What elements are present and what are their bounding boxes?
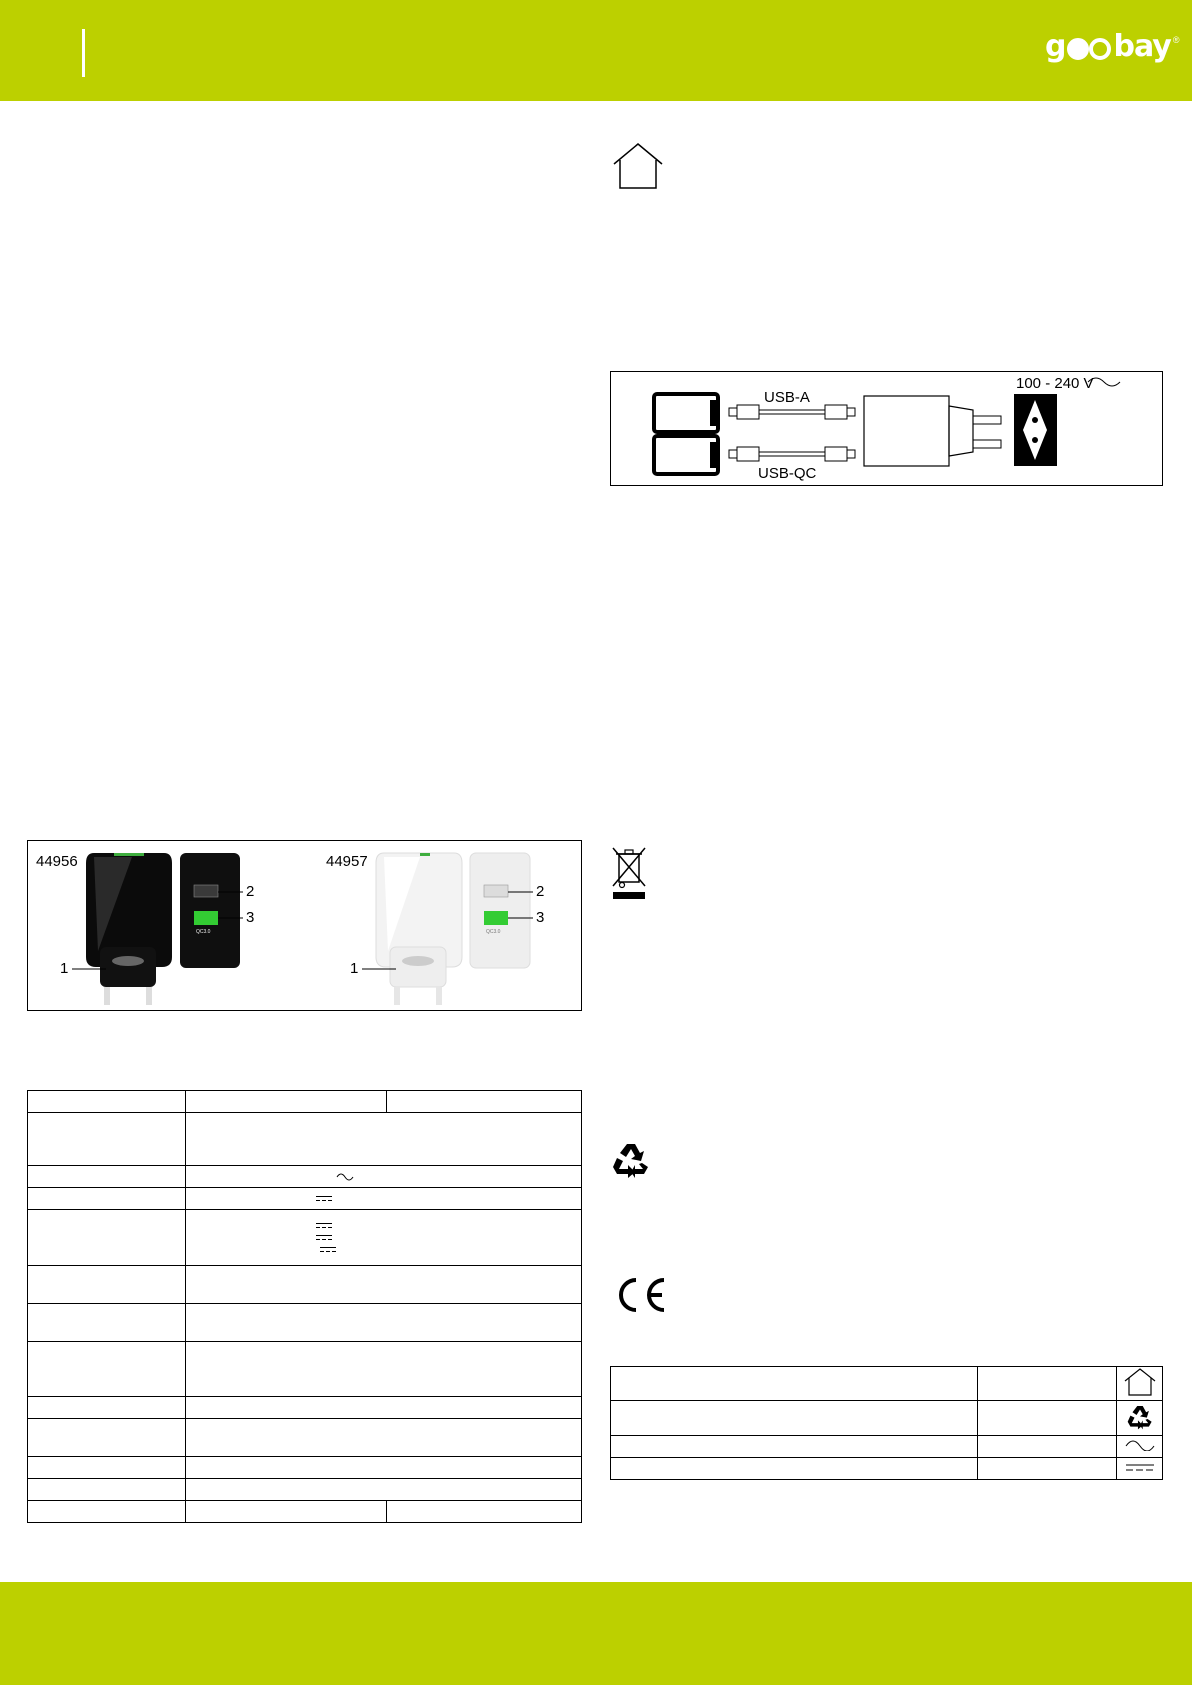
callout-3a: 3 [246, 909, 255, 926]
callout-2a: 2 [246, 883, 255, 900]
spec-row [28, 1113, 582, 1166]
spec-row [28, 1166, 582, 1188]
wall-socket-icon [1014, 394, 1057, 466]
model-44956-label: 44956 [36, 853, 78, 870]
spec-row [28, 1210, 582, 1266]
goobay-logo [1045, 26, 1179, 66]
dc-symbol-icon [316, 1196, 332, 1203]
ac-symbol-icon [1124, 1439, 1156, 1451]
charger-white-side [470, 853, 530, 968]
spec-row [28, 1479, 582, 1501]
symbol-row [611, 1401, 1163, 1436]
dc-symbol-icon [316, 1235, 332, 1242]
logo-bay: bay [1113, 28, 1171, 64]
symbol-row [611, 1458, 1163, 1480]
ac-symbol-icon [336, 1171, 354, 1181]
logo-registered: ® [1172, 35, 1180, 45]
voltage-label: 100 - 240 V [1016, 375, 1094, 392]
model-44957-label: 44957 [326, 853, 368, 870]
device-bottom-icon [654, 436, 718, 474]
recycle-icon [611, 1141, 651, 1179]
callout-1a: 1 [60, 960, 69, 977]
dc-symbol-icon [1124, 1463, 1156, 1473]
charger-white-front [376, 853, 462, 1005]
cable-a-icon [729, 405, 855, 419]
cable-a-label: USB-A [764, 389, 810, 406]
footer-band [0, 1582, 1192, 1685]
qc-port-label-white: QC3.0 [486, 929, 501, 935]
spec-row [28, 1266, 582, 1304]
dc-symbol-icon [320, 1247, 336, 1254]
recycle-icon [1126, 1404, 1154, 1430]
spec-row [28, 1501, 582, 1523]
dc-symbol-icon [316, 1223, 332, 1230]
spec-row [28, 1188, 582, 1210]
house-icon [1123, 1367, 1157, 1397]
device-top-icon [654, 394, 718, 432]
house-icon [612, 142, 664, 190]
callout-3b: 3 [536, 909, 545, 926]
callout-2b: 2 [536, 883, 545, 900]
header-divider [82, 29, 85, 77]
qc-port-label-black: QC3.0 [196, 929, 211, 935]
spec-table [27, 1090, 582, 1523]
logo-g: g [1045, 28, 1066, 64]
spec-row [28, 1419, 582, 1457]
spec-row [28, 1304, 582, 1342]
product-photo [27, 840, 582, 1011]
cable-qc-label: USB-QC [758, 465, 817, 482]
header-band [0, 0, 1192, 101]
logo-oo-icon [1067, 32, 1111, 60]
charger-icon [864, 396, 1001, 466]
spec-row [28, 1457, 582, 1479]
symbol-row [611, 1436, 1163, 1458]
ce-mark-icon [612, 1277, 668, 1313]
spec-row [28, 1397, 582, 1419]
spec-row [28, 1342, 582, 1397]
callout-1b: 1 [350, 960, 359, 977]
crossed-bin-icon [610, 844, 648, 900]
charger-black-front [86, 853, 172, 1005]
connection-diagram [610, 371, 1163, 486]
symbols-table [610, 1366, 1163, 1480]
cable-qc-icon [729, 447, 855, 461]
symbol-row [611, 1367, 1163, 1401]
charger-black-side [180, 853, 240, 968]
spec-row [28, 1091, 582, 1113]
